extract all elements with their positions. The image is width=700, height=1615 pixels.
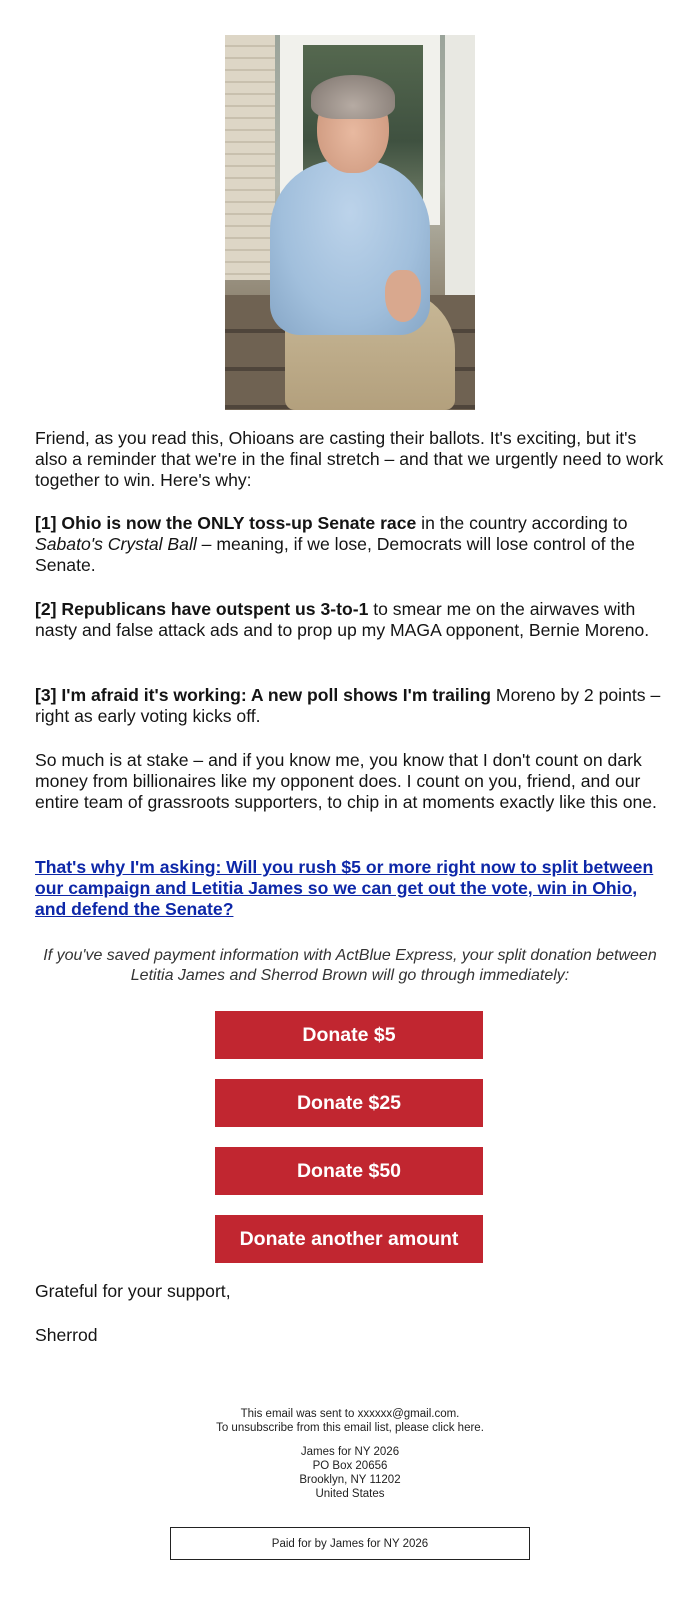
- point-one-bold: [1] Ohio is now the ONLY toss-up Senate race: [35, 513, 417, 533]
- address-line-1: James for NY 2026: [300, 1446, 400, 1458]
- point-two-paragraph: [35, 599, 665, 641]
- address-line-4: United States: [315, 1488, 385, 1500]
- closing-line: Grateful for your support,: [35, 1281, 231, 1301]
- address-line-2: PO Box 20656: [312, 1460, 388, 1472]
- paid-for-box: [170, 1527, 530, 1560]
- footer-notice: [0, 1407, 700, 1435]
- point-three-text: Moreno by 2 points – right as early voting kicks off.: [35, 685, 661, 726]
- donate-5-button[interactable]: Donate $5: [215, 1011, 483, 1059]
- point-two-bold: [2] Republicans have outspent us 3-to-1: [35, 599, 369, 619]
- point-two-text: to smear me on the airwaves with nasty and false attack ads and to prop up my MAGA opponent, Bernie Moreno.: [35, 599, 650, 640]
- donate-25-button[interactable]: Donate $25: [215, 1079, 483, 1127]
- candidate-photo: [225, 35, 475, 410]
- actblue-express-note: If you've saved payment information with ActBlue Express, your split donation between Letitia James and Sherrod Brown will go through immediately:: [43, 947, 657, 984]
- unsubscribe-line: To unsubscribe from this email list, please click here.: [216, 1422, 484, 1434]
- footer-address: [0, 1445, 700, 1501]
- sent-to-line: This email was sent to xxxxxx@gmail.com.: [240, 1408, 460, 1420]
- unsubscribe-link[interactable]: click here: [432, 1422, 481, 1434]
- cta-paragraph: [35, 857, 665, 920]
- donate-other-amount-button[interactable]: Donate another amount: [215, 1215, 483, 1263]
- donate-50-button[interactable]: Donate $50: [215, 1147, 483, 1195]
- point-one-italic: Sabato's Crystal Ball: [35, 534, 197, 554]
- intro-paragraph: Friend, as you read this, Ohioans are casting their ballots. It's exciting, but it's also a reminder that we're in the final stretch – and that we urgently need to work together to win. Here's why:: [35, 428, 664, 490]
- point-one-paragraph: [35, 513, 665, 576]
- point-three-paragraph: [35, 685, 665, 727]
- point-one-text-a: in the country according to: [416, 513, 628, 533]
- paid-for-text: Paid for by James for NY 2026: [271, 1537, 429, 1550]
- signature: Sherrod: [35, 1325, 98, 1345]
- stakes-paragraph: So much is at stake – and if you know me, you know that I don't count on dark money from billionaires like my opponent does. I count on you, friend, and our entire team of grassroots supporters, to chip in at moments exactly like this one.: [35, 750, 657, 812]
- address-line-3: Brooklyn, NY 11202: [299, 1474, 401, 1486]
- point-one-text-b: – meaning, if we lose, Democrats will lose control of the Senate.: [35, 534, 635, 575]
- point-three-bold: [3] I'm afraid it's working: A new poll shows I'm trailing: [35, 685, 492, 705]
- recipient-email-link[interactable]: xxxxxx@gmail.com: [357, 1408, 457, 1420]
- cta-donate-link[interactable]: That's why I'm asking: Will you rush $5 or more right now to split between our campaign and Letitia James so we can get out the vote, win in Ohio, and defend the Senate?: [35, 857, 654, 919]
